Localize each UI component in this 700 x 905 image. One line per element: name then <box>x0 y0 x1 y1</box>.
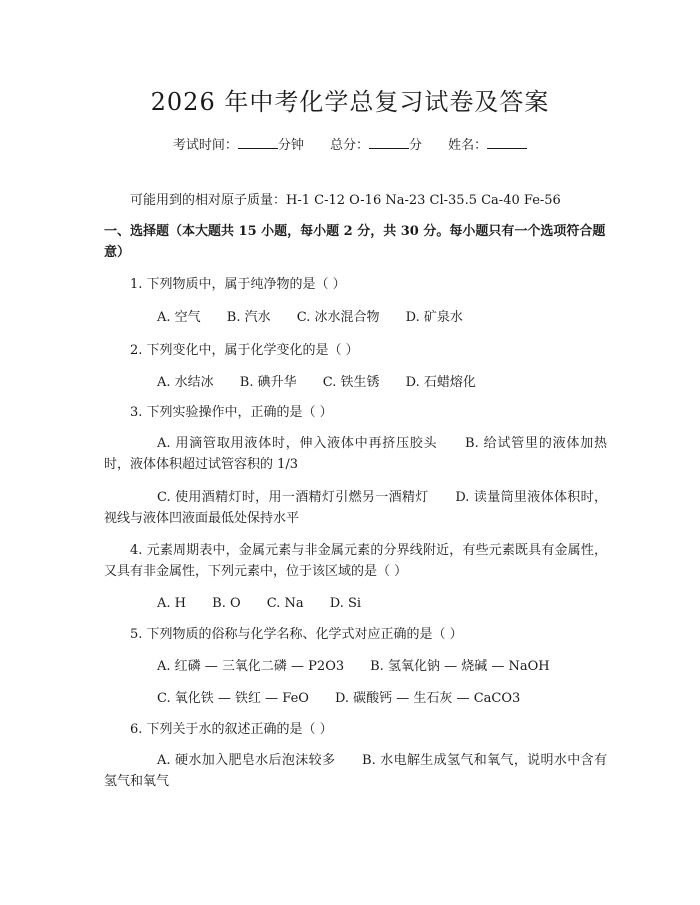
option-a: A. H <box>157 596 186 611</box>
question-5-stem: 5. 下列物质的俗称与化学名称、化学式对应正确的是（ ） <box>130 627 463 642</box>
question-5-options-ab: A. 红磷 — 三氧化二磷 — P2O3 B. 氢氧化钠 — 烧碱 — NaOH <box>157 659 550 674</box>
option-d: D. 石蜡熔化 <box>405 375 476 390</box>
question-4-options <box>157 593 383 614</box>
option-d: D. 矿泉水 <box>405 310 463 325</box>
page-title: 2026 年中考化学总复习试卷及答案 <box>150 88 550 116</box>
option-a: A. 水结冰 <box>157 375 214 390</box>
option-c: C. 冰水混合物 <box>296 310 380 325</box>
option-c: C. 铁生锈 <box>322 375 380 390</box>
option-a: A. 空气 <box>157 310 201 325</box>
time-field: 考试时间： 分钟 <box>172 138 304 153</box>
score-blank <box>369 137 409 149</box>
question-5-options-cd: C. 氧化铁 — 铁红 — FeO D. 碳酸钙 — 生石灰 — CaCO3 <box>157 691 521 706</box>
option-c: C. Na <box>266 596 304 611</box>
question-4-stem: 4. 元素周期表中，金属元素与非金属元素的分界线附近，有些元素既具有金属性，又具有非金属性，下列元素中，位于该区域的是（ ） <box>104 543 607 579</box>
question-1-stem: 1. 下列物质中，属于纯净物的是（ ） <box>130 277 346 292</box>
name-blank <box>487 137 527 149</box>
question-3-stem: 3. 下列实验操作中，正确的是（ ） <box>130 405 333 420</box>
option-b: B. 碘升华 <box>239 375 297 390</box>
time-blank <box>238 137 278 149</box>
question-2-options <box>157 372 498 393</box>
exam-info <box>0 134 700 153</box>
section-heading: 一、选择题（本大题共 15 小题，每小题 2 分，共 30 分。每小题只有一个选项符合题意） <box>104 224 606 260</box>
question-3-options-ab: A. 用滴管取用液体时，伸入液体中再挤压胶头 B. 给试管里的液体加热时，液体体积超过试管容积的 1/3 <box>104 436 607 472</box>
name-field: 姓名： <box>448 138 527 153</box>
question-2-stem: 2. 下列变化中，属于化学变化的是（ ） <box>130 343 359 358</box>
question-1-options <box>157 307 485 328</box>
question-6-stem: 6. 下列关于水的叙述正确的是（ ） <box>130 722 333 737</box>
question-6-options-ab: A. 硬水加入肥皂水后泡沫较多 B. 水电解生成氢气和氧气，说明水中含有氢气和氧气 <box>104 753 607 789</box>
question-3-options-cd: C. 使用酒精灯时，用一酒精灯引燃另一酒精灯 D. 读量筒里液体体积时，视线与液体凹液面最低处保持水平 <box>104 490 607 526</box>
score-field: 总分： 分 <box>329 138 423 153</box>
option-d: D. Si <box>329 596 362 611</box>
option-b: B. 汽水 <box>226 310 271 325</box>
atomic-masses: 可能用到的相对原子质量：H-1 C-12 O-16 Na-23 Cl-35.5 Ca-40 Fe-56 <box>130 193 561 208</box>
option-b: B. O <box>212 596 241 611</box>
